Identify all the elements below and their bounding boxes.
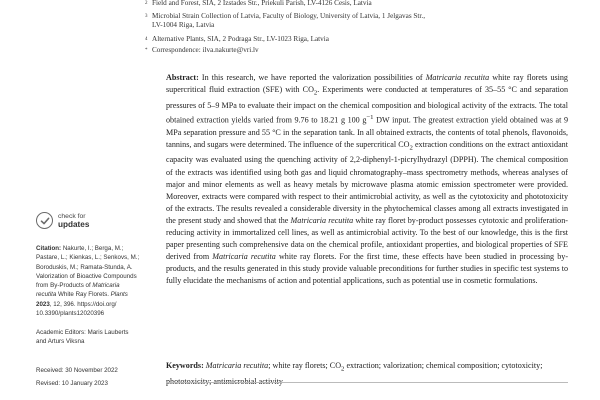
academic-editors — [36, 328, 158, 347]
affiliation-number: 4 — [145, 37, 148, 42]
abstract-text: . Experiments were conducted at temperatures of 35–55 °C and separation pressures of 5–9 MPa to evaluate their impact on the chemical composition and biological activity of the extracts. The total obtained extraction yields varied from 9.76 to 18.21 g 100 g — [166, 85, 568, 125]
species-name: Matricaria recutita — [290, 215, 354, 225]
citation-block — [36, 244, 158, 318]
updates-label: updates — [58, 219, 90, 229]
abstract-text: In this research, we have reported the valorization possibilities of — [201, 73, 423, 82]
citation-text: Boroduskis, M.; Ramata-Stunda, A. — [36, 263, 133, 271]
abstract-text: extraction conditions on the extract antioxidant capacity was evaluated using the quenching activity of 2,2-diphenyl-1-picrylhydrazyl (DPPH). The chemical composition of the extracts was identified using both gas and liquid chromatography–mass spectrometry methods, whereas analyses of major and minor elements as well as heavy metals by microwave plasma atomic emission spectrometer were provided. Moreover, extracts were compared with respect to their antimicrobial activity, as well as the cytotoxicity and phototoxicity of the extracts. The results revealed a considerable diversity in the phytochemical classes among all extracts investigated in the present study and showed that the — [166, 139, 568, 225]
abstract-label: Abstract: — [166, 73, 199, 82]
affiliation-text: Alternative Plants, SIA, 2 Podraga Str., LV-1023 Riga, Latvia — [152, 35, 329, 43]
keyword-species: Matricaria recutita — [205, 361, 269, 370]
keywords-label: Keywords: — [166, 361, 204, 370]
doi-link[interactable]: 10.3390/plants12020396 — [36, 310, 105, 318]
citation-species: recutita — [36, 291, 57, 299]
journal-name: Plants — [110, 291, 128, 299]
affiliation-number: 3 — [145, 14, 148, 19]
affiliation-text: Field and Forest, SIA, 2 Izstades Str., Priekuli Parish, LV-4126 Cesis, Latvia — [152, 0, 372, 7]
citation-text: from By-Products of — [36, 282, 91, 290]
article-dates — [36, 364, 158, 390]
correspondence-text: Correspondence: ilva.nakurte@vri.lv — [152, 46, 259, 54]
subscript: 2 — [409, 144, 413, 152]
check-for-label: check for — [58, 212, 86, 220]
species-name: Matricaria recutita — [425, 73, 490, 82]
citation-doi-text: , 12, 396. https://doi.org/ — [49, 300, 117, 308]
subscript: 2 — [341, 365, 345, 373]
editors-line: Academic Editors: Maris Lauberts — [36, 329, 129, 336]
correspondence — [145, 46, 259, 55]
affiliation-text-line2: LV-1004 Riga, Latvia — [152, 21, 215, 29]
update-check-icon — [36, 212, 53, 229]
citation-text: Pastare, L.; Kienkas, L.; Senkovs, M.; — [36, 254, 140, 262]
affiliation-2 — [145, 0, 372, 8]
correspondence-mark: * — [145, 48, 148, 53]
abstract-text: white ray florets. For the first time, these effects have been studied in processing by-products, and the results generated in this study provide valuable preconditions for further studies in specific test systems to fully elucidate the mechanisms of action and potential applications, such as potential use in cosmetic formulations. — [166, 252, 569, 286]
citation-text: Nakurte, I.; Berga, M.; — [62, 245, 124, 252]
citation-text: White Ray Florets. — [58, 291, 109, 299]
citation-species: Matricaria — [92, 282, 120, 290]
received-date: Received: 30 November 2022 — [36, 367, 118, 374]
keywords — [166, 360, 568, 388]
abstract — [166, 72, 568, 288]
editors-line: and Arturs Viksna — [36, 338, 85, 346]
keywords-text: extraction; valorization; chemical composition; cytotoxicity; — [346, 361, 543, 370]
subscript: 2 — [313, 89, 318, 97]
abstract-text: white ray florets using supercritical fluid extraction (SFE) with CO — [166, 73, 568, 95]
abstract-text: white ray floret by-product possesses cytotoxic and proliferation-reducing activity in immortalized cell lines, as well as antimicrobial activity. To the best of our knowledge, this is the first paper presenting such comprehensive data on the chemical profile, antioxidant properties, and biological properties of SFE derived from — [166, 215, 568, 262]
affiliation-4 — [145, 35, 329, 44]
check-for-updates-button[interactable] — [36, 212, 89, 229]
abstract-text: DW input. The greatest extraction yield obtained was at 9 MPa separation pressure and 55 °C in the separation tank. In all obtained extracts, the contents of total phenols, flavonoids, tannins, and sugars were determined. The influence of the supercritical CO — [166, 115, 568, 149]
affiliation-3 — [145, 12, 426, 30]
affiliation-text: Microbial Strain Collection of Latvia, Faculty of Biology, University of Latvia, 1 Jelgavas Str., — [152, 12, 426, 20]
citation-year: 2023 — [36, 300, 50, 308]
superscript: −1 — [366, 113, 374, 121]
affiliation-number: 2 — [145, 1, 148, 6]
keywords-text: ; white ray florets; CO — [268, 361, 342, 370]
section-divider — [166, 382, 568, 383]
species-name: Matricaria recutita — [212, 252, 276, 262]
citation-label: Citation: — [36, 245, 62, 252]
revised-date: Revised: 10 January 2023 — [36, 380, 108, 387]
citation-text: Valorization of Bioactive Compounds — [36, 272, 137, 280]
